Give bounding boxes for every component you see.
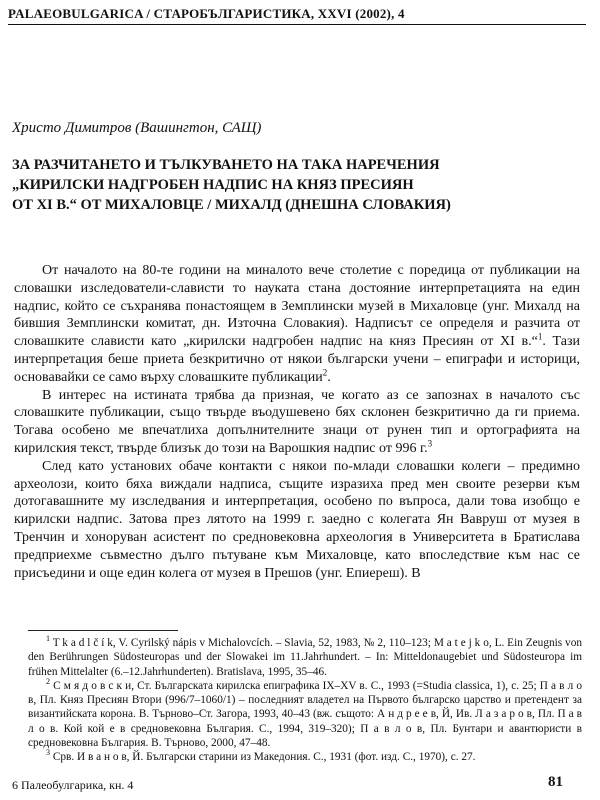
footnote-3-marker: 3 [46,748,50,758]
title-line-1: ЗА РАЗЧИТАНЕТО И ТЪЛКУВАНЕТО НА ТАКА НАРЕЧЕНИЯ [12,157,440,173]
footnotes [28,636,582,765]
footnote-rule [28,630,178,631]
footnote-1-text: T k a d l č í k, V. Cyrilský nápis v Michalovcích. – Slavia, 52, 1983, № 2, 110–123; M a t e j k o, L. Ein Zeugnis von den Berührungen Südosteuropas und der Slowakei im 11.Jahrhundert. – In: Mitteldonaugebiet und Südosteuropa im frühen Mittelalter (6.–12.Jahrhunderten). Bratislava, 1995, 35–46. [28,637,582,678]
paragraph-2 [14,387,580,458]
paragraph-1-text-b: . Тази интерпретация беше приета безкритично от някои български учени – епиграфи и историци, основавайки се само върху словашките публикации [14,334,580,385]
footnote-ref-1[interactable]: 1 [537,331,543,342]
article-title [12,155,582,215]
author-line: Христо Димитров (Вашингтон, САЩ) [12,120,262,136]
footnote-1-marker: 1 [46,634,50,644]
title-line-2: „КИРИЛСКИ НАДГРОБЕН НАДПИС НА КНЯЗ ПРЕСИЯН [12,177,414,193]
paragraph-2-text: В интерес на истината трябва да призная, че когато аз се запознах в началото със словашките публикации, също твърде въодушевено бях склонен безкритично да ги приема. Тогава особено ме впечатлиха допълнителните знаци от рунен тип и ортографията на кирилския текст, твърде близък до този на Варошкия надпис от 996 г. [14,387,580,456]
footnote-1 [28,636,582,679]
footnote-ref-3[interactable]: 3 [427,438,433,449]
article-body [14,262,580,582]
footnote-3 [28,750,582,764]
paragraph-1-text-c: . [327,369,331,385]
paragraph-1-text-a: От началото на 80-те години на миналото вече столетие с поредица от публикации на словашки изследователи-слависти то науката стана достояние интерпретацията на един надпис, който се съхранява понастоящем в Земплински музей в Михаловце (унг. Михалд на бившия Земплински комитат, дн. Източна Словакия). Надписът се определя и разчита от словашките слависти като „кирилски надгробен надпис на княз Пресиян от XI в.“ [14,263,580,350]
footnote-2 [28,679,582,750]
paragraph-1 [14,262,580,387]
journal-header: PALAEOBULGARICA / СТАРОБЪЛГАРИСТИКА, XXVI (2002), 4 [8,6,405,21]
footnote-2-marker: 2 [46,677,50,687]
paragraph-3-text: След като установих обаче контакти с някои по-млади словашки колеги – предимно археолози, които бяха виждали надписа, същите изразиха пред мен своите резерви към дотогавашните му изследвания и интерпретация, особено по въпроса, дали това изобщо е кирилски надпис. Затова през лятото на 1999 г. заедно с колегата Ян Вавруш от музея в Тренчин и хоноруван асистент по средновековна археология в Университета в Братислава предприехме съвместно дълго пътуване към Михаловце, като впоследствие към нас се присъедини и още един колега от музея в Прешов (унг. Епиереш). В [14,458,580,581]
page-number: 81 [548,774,563,790]
footnote-3-text: Срв. И в а н о в, Й. Български старини из Македония. С., 1931 (фот. изд. С., 1970), с. 27. [52,751,476,764]
footnote-2-text: С м я д о в с к и, Ст. Българската кирилска епиграфика IX–XV в. С., 1993 (=Studia classica, 1), с. 25; П а в л о в, Пл. Княз Пресиян Втори (996/7–1060/1) – последният владетел на Първото българско царство и претендент за византийската корона. В. Търново–Ст. Загора, 1993, 40–43 (вж. същото: А н д р е е в, Й, Ив. Л а з а р о в, Пл. П а в л о в. Кой кой е в средновековна България. С., 1994, 319–320); П а в л о в, Пл. Бунтари и авантюристи в средновековна България. В. Търново, 2000, 47–48. [28,679,583,750]
header-rule [8,24,586,25]
paragraph-3 [14,458,580,583]
signature-mark: 6 Палеобулгарика, кн. 4 [12,778,134,792]
footnote-ref-2[interactable]: 2 [322,367,328,378]
title-line-3: ОТ XI В.“ ОТ МИХАЛОВЦЕ / МИХАЛД (ДНЕШНА СЛОВАКИЯ) [12,197,451,213]
